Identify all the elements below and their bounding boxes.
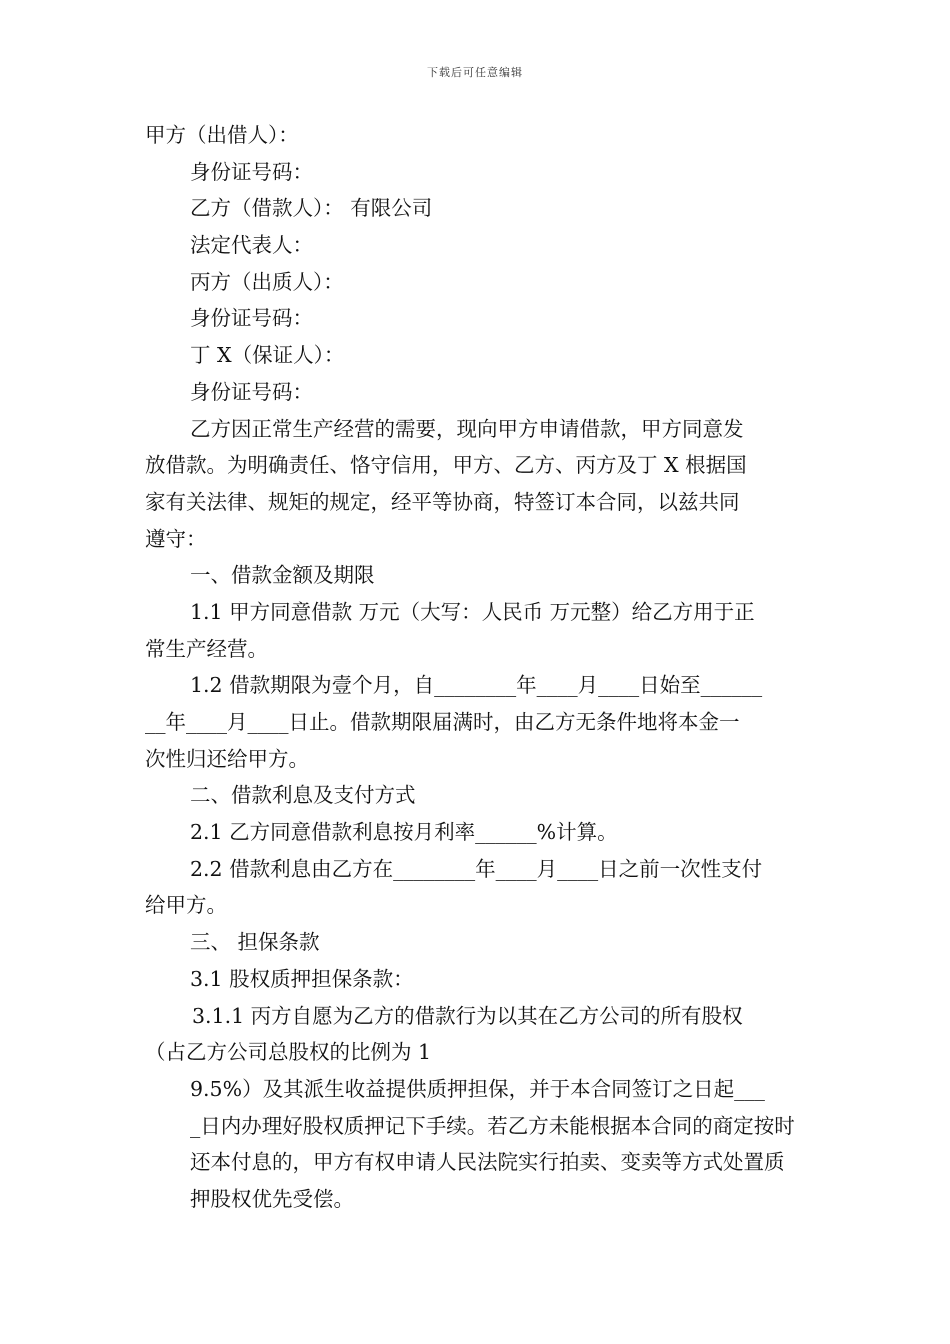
party-a-line: 甲方（出借人）： [145,123,299,147]
legal-representative-line: 法定代表人： [190,233,313,258]
clause-3-1-1-line-6: 押股权优先受偿。 [190,1186,354,1211]
header-note: 下载后可任意编辑 [427,66,523,79]
clause-3-1-line: 3.1 股权质押担保条款： [190,966,414,991]
preamble-line-2: 放借款。为明确责任、恪守信用，甲方、乙方、丙方及丁 X 根据国 [145,453,747,478]
clause-3-1-1-line-5: 还本付息的，甲方有权申请人民法院实行拍卖、变卖等方式处置质 [190,1150,785,1175]
clause-2-2-line-1: 2.2 借款利息由乙方在________年____月____日之前一次性支付 [190,856,763,881]
section-2-heading: 二、借款利息及支付方式 [190,783,416,808]
party-c-id-line: 身份证号码： [190,306,313,331]
document-body [145,117,810,1218]
party-d-id-line: 身份证号码： [190,379,313,404]
preamble-line-1: 乙方因正常生产经营的需要，现向甲方申请借款，甲方同意发 [190,416,744,441]
clause-1-1-line-2: 常生产经营。 [145,636,268,661]
party-b-line: 乙方（借款人）： 有限公司 [190,196,433,221]
clause-3-1-1-line-4: _日内办理好股权质押记下手续。若乙方未能根据本合同的商定按时 [190,1113,795,1138]
party-a-id-line: 身份证号码： [190,159,313,184]
clause-1-1-line-1: 1.1 甲方同意借款 万元（大写：人民币 万元整）给乙方用于正 [190,599,755,624]
clause-3-1-1-line-3: 9.5%）及其派生收益提供质押担保，并于本合同签订之日起___ [190,1076,765,1101]
clause-3-1-1-line-2: （占乙方公司总股权的比例为 1 [145,1040,432,1065]
section-1-heading: 一、借款金额及期限 [190,563,375,588]
clause-2-2-line-2: 给甲方。 [145,893,227,918]
preamble-line-4: 遵守： [145,526,207,551]
preamble-line-3: 家有关法律、规矩的规定，经平等协商，特签订本合同，以兹共同 [145,489,740,514]
clause-1-2-line-3: 次性归还给甲方。 [145,746,309,771]
clause-1-2-line-2: __年____月____日止。借款期限届满时，由乙方无条件地将本金一 [145,710,740,734]
party-c-line: 丙方（出质人）： [190,269,344,294]
clause-3-1-1-line-1: 3.1.1 丙方自愿为乙方的借款行为以其在乙方公司的所有股权 [192,1003,743,1028]
clause-2-1-line: 2.1 乙方同意借款利息按月利率______%计算。 [190,820,618,845]
party-d-line: 丁 X（保证人）： [190,343,345,368]
section-3-heading: 三、 担保条款 [190,930,320,955]
clause-1-2-line-1: 1.2 借款期限为壹个月，自________年____月____日始至______ [190,673,763,698]
